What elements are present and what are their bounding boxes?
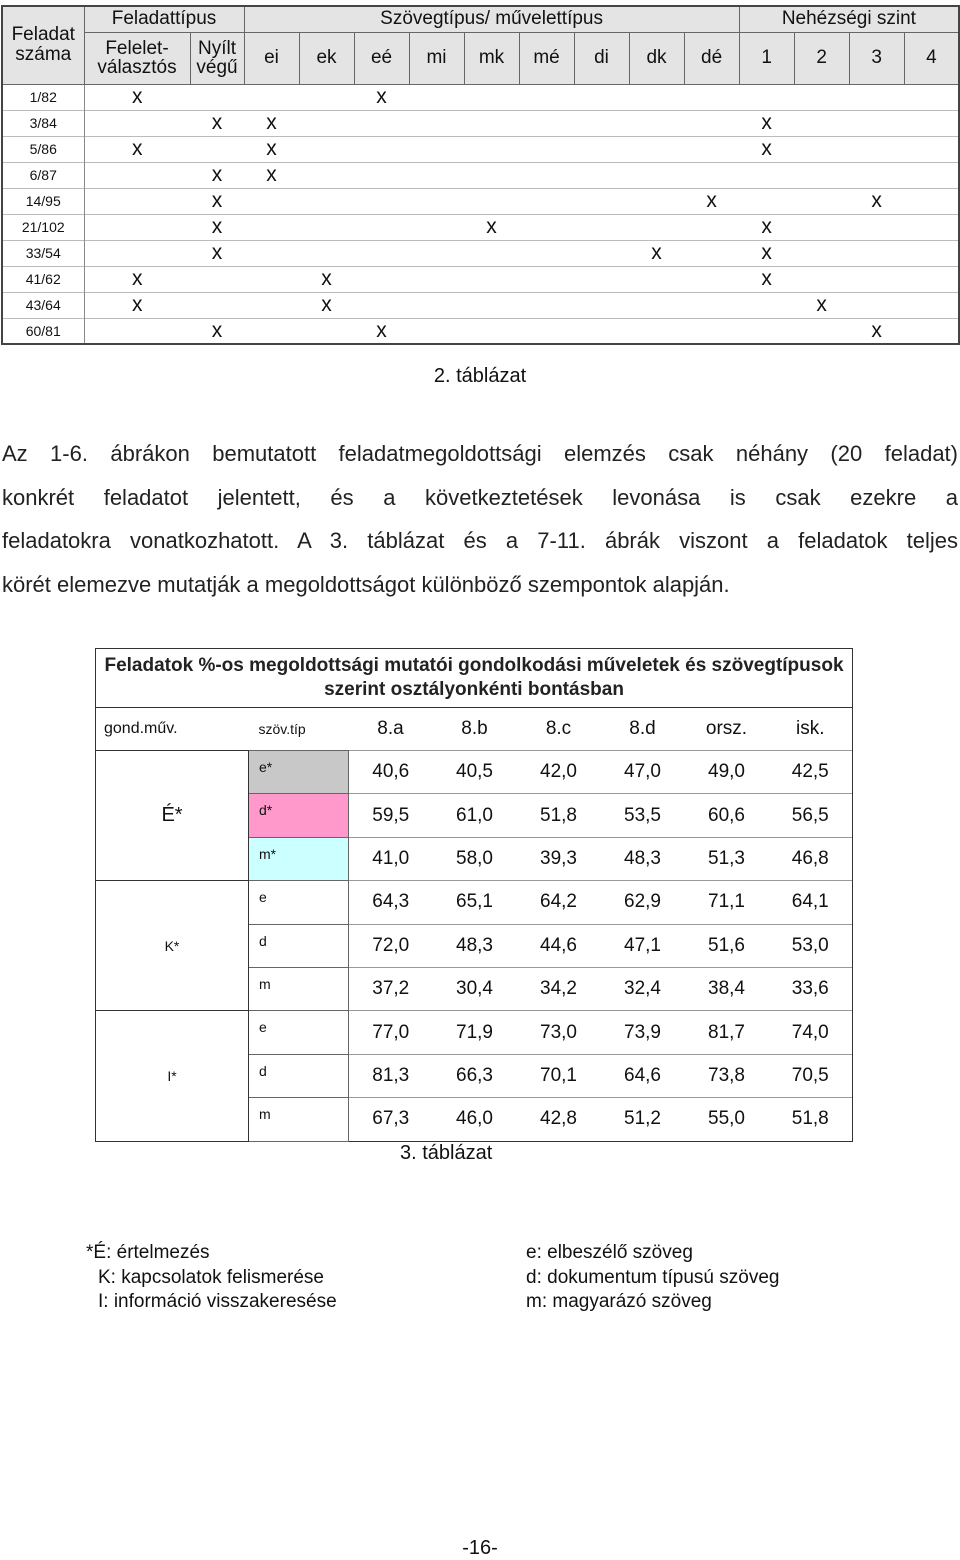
mark-cell: [299, 84, 354, 110]
mark-cell: [684, 266, 739, 292]
value-cell: 77,0: [349, 1011, 433, 1054]
value-cell: 40,6: [349, 751, 433, 794]
table-row: [2, 110, 959, 136]
header-sub: dk: [629, 32, 684, 84]
header-sub: eé: [354, 32, 409, 84]
mark-cell: [354, 266, 409, 292]
mark-cell: [739, 188, 794, 214]
header-szovegtipus: Szövegtípus/ művelettípus: [244, 6, 739, 32]
mark-cell: [904, 240, 959, 266]
mark-cell: [464, 162, 519, 188]
mark-cell: [299, 136, 354, 162]
table-row: [96, 751, 853, 794]
mark-cell: [794, 110, 849, 136]
value-cell: 33,6: [769, 967, 853, 1010]
value-cell: 32,4: [601, 967, 685, 1010]
mark-cell: [409, 110, 464, 136]
legend-text-types: [526, 1241, 779, 1315]
mark-cell: [190, 84, 244, 110]
value-cell: 51,6: [685, 924, 769, 967]
mark-cell: [244, 292, 299, 318]
value-cell: 70,5: [769, 1054, 853, 1097]
mark-cell: [409, 136, 464, 162]
value-cell: 70,1: [517, 1054, 601, 1097]
paragraph-line: Az 1-6. ábrákon bemutatott feladatmegoldottsági elemzés csak néhány (20 feladat): [2, 441, 958, 466]
mark-cell: [794, 188, 849, 214]
task-table-body: [2, 84, 959, 344]
table-row: [2, 292, 959, 318]
value-cell: 64,1: [769, 881, 853, 924]
mark-cell: [464, 110, 519, 136]
mark-cell: [574, 162, 629, 188]
legend-item: K: kapcsolatok felismerése: [98, 1266, 324, 1288]
mark-cell: x: [684, 188, 739, 214]
value-cell: 73,0: [517, 1011, 601, 1054]
mark-cell: [574, 318, 629, 344]
mark-cell: [904, 188, 959, 214]
task-classification-table: [1, 5, 960, 345]
mark-cell: x: [629, 240, 684, 266]
mark-cell: [354, 240, 409, 266]
mark-cell: [849, 266, 904, 292]
mark-cell: [464, 136, 519, 162]
header-nyilt-vegu: Nyílt végű: [190, 32, 244, 84]
header-sub: mi: [409, 32, 464, 84]
value-cell: 56,5: [769, 794, 853, 837]
mark-cell: [849, 240, 904, 266]
mark-cell: [629, 214, 684, 240]
header-feladattipus: Feladattípus: [84, 6, 244, 32]
mark-cell: [354, 292, 409, 318]
mark-cell: [849, 292, 904, 318]
mark-cell: [904, 84, 959, 110]
mark-cell: [244, 214, 299, 240]
mark-cell: x: [244, 110, 299, 136]
header-sub: di: [574, 32, 629, 84]
task-number: 21/102: [2, 214, 84, 240]
mark-cell: [84, 162, 190, 188]
value-cell: 51,8: [769, 1098, 853, 1141]
text-type-label: e: [249, 881, 349, 924]
table-row: [2, 136, 959, 162]
mark-cell: x: [190, 318, 244, 344]
header-gond-muv: gond.műv.: [96, 708, 249, 751]
mark-cell: [299, 110, 354, 136]
mark-cell: [684, 110, 739, 136]
value-cell: 53,5: [601, 794, 685, 837]
text-type-label: e: [249, 1011, 349, 1054]
mark-cell: [849, 84, 904, 110]
legend-item: *É: értelmezés: [86, 1242, 210, 1263]
mark-cell: x: [739, 214, 794, 240]
task-number: 41/62: [2, 266, 84, 292]
header-class: 8.c: [545, 718, 572, 739]
table-row: [2, 240, 959, 266]
mark-cell: [684, 292, 739, 318]
text-type-label: d*: [249, 794, 349, 837]
legend-item: d: dokumentum típusú szöveg: [526, 1266, 780, 1288]
value-cell: 81,3: [349, 1054, 433, 1097]
mark-cell: [794, 240, 849, 266]
value-cell: 37,2: [349, 967, 433, 1010]
text-type-label: m: [249, 967, 349, 1010]
table-row: [2, 318, 959, 344]
mark-cell: [244, 188, 299, 214]
mark-cell: [794, 214, 849, 240]
mark-cell: [684, 214, 739, 240]
mark-cell: [684, 84, 739, 110]
value-cell: 81,7: [685, 1011, 769, 1054]
mark-cell: [904, 162, 959, 188]
mark-cell: x: [739, 240, 794, 266]
mark-cell: [299, 188, 354, 214]
table-caption-2: 2. táblázat: [433, 365, 527, 387]
mark-cell: [574, 110, 629, 136]
mark-cell: [190, 266, 244, 292]
mark-cell: [904, 266, 959, 292]
value-cell: 67,3: [349, 1098, 433, 1141]
mark-cell: [629, 292, 684, 318]
mark-cell: [739, 162, 794, 188]
mark-cell: [464, 292, 519, 318]
mark-cell: [794, 162, 849, 188]
mark-cell: [739, 318, 794, 344]
value-cell: 47,0: [601, 751, 685, 794]
header-sub: ei: [244, 32, 299, 84]
text-type-label: d: [249, 1054, 349, 1097]
mark-cell: [519, 214, 574, 240]
task-number: 43/64: [2, 292, 84, 318]
mark-cell: [84, 214, 190, 240]
mark-cell: [849, 136, 904, 162]
task-number: 60/81: [2, 318, 84, 344]
mark-cell: x: [244, 162, 299, 188]
mark-cell: [354, 110, 409, 136]
value-cell: 62,9: [601, 881, 685, 924]
mark-cell: [519, 240, 574, 266]
mark-cell: [299, 162, 354, 188]
table-row: [2, 84, 959, 110]
value-cell: 46,8: [769, 837, 853, 880]
mark-cell: [244, 240, 299, 266]
mark-cell: [904, 136, 959, 162]
mark-cell: [409, 292, 464, 318]
mark-cell: [354, 136, 409, 162]
value-cell: 64,3: [349, 881, 433, 924]
value-cell: 51,3: [685, 837, 769, 880]
value-cell: 48,3: [433, 924, 517, 967]
mark-cell: [464, 318, 519, 344]
mark-cell: [464, 84, 519, 110]
header-class: orsz.: [705, 718, 748, 739]
mark-cell: [190, 292, 244, 318]
task-number: 14/95: [2, 188, 84, 214]
header-class: 8.b: [461, 718, 488, 739]
header-class: 8.d: [629, 718, 656, 739]
paragraph-line: konkrét feladatot jelentett, és a következtetések levonása is csak ezekre a: [2, 484, 958, 510]
table-3-title: Feladatok %-os megoldottsági mutatói gondolkodási műveletek és szövegtípusok szerint osztályonkénti bontásban: [96, 649, 853, 708]
value-cell: 59,5: [349, 794, 433, 837]
text-type-label: m: [249, 1098, 349, 1141]
value-cell: 64,2: [517, 881, 601, 924]
value-cell: 42,5: [769, 751, 853, 794]
mark-cell: [794, 84, 849, 110]
mark-cell: [409, 188, 464, 214]
task-number: 5/86: [2, 136, 84, 162]
mark-cell: [84, 318, 190, 344]
header-sub: mk: [464, 32, 519, 84]
paragraph-line: körét elemezve mutatják a megoldottságot különböző szempontok alapján.: [2, 571, 730, 597]
mark-cell: [794, 318, 849, 344]
mark-cell: [519, 318, 574, 344]
value-cell: 64,6: [601, 1054, 685, 1097]
mark-cell: [629, 266, 684, 292]
mark-cell: [629, 84, 684, 110]
value-cell: 73,9: [601, 1011, 685, 1054]
value-cell: 73,8: [685, 1054, 769, 1097]
header-feladat-szama: Feladat száma: [2, 6, 84, 84]
header-class: isk.: [769, 708, 853, 751]
text-type-label: d: [249, 924, 349, 967]
mark-cell: x: [794, 292, 849, 318]
mark-cell: x: [354, 318, 409, 344]
mark-cell: x: [739, 266, 794, 292]
mark-cell: [409, 162, 464, 188]
text-type-label: m*: [249, 837, 349, 880]
mark-cell: [904, 318, 959, 344]
mark-cell: [629, 110, 684, 136]
mark-cell: [409, 318, 464, 344]
mark-cell: [519, 162, 574, 188]
mark-cell: [84, 110, 190, 136]
mark-cell: [904, 110, 959, 136]
mark-cell: [519, 188, 574, 214]
mark-cell: [629, 136, 684, 162]
value-cell: 55,0: [685, 1098, 769, 1141]
paragraph-line: feladatokra vonatkozhatott. A 3. táblázat és a 7-11. ábrák viszont a feladatok teljes: [2, 528, 958, 553]
mark-cell: x: [84, 266, 190, 292]
header-sub: 1: [739, 32, 794, 84]
mark-cell: [409, 84, 464, 110]
value-cell: 71,1: [685, 881, 769, 924]
mark-cell: [464, 266, 519, 292]
mark-cell: [299, 318, 354, 344]
mark-cell: [299, 240, 354, 266]
mark-cell: x: [849, 318, 904, 344]
task-number: 6/87: [2, 162, 84, 188]
mark-cell: [684, 136, 739, 162]
mark-cell: [244, 84, 299, 110]
value-cell: 38,4: [685, 967, 769, 1010]
table-row: [2, 214, 959, 240]
table-caption-3: 3. táblázat: [400, 1142, 493, 1164]
solution-rate-table: [95, 648, 853, 1142]
mark-cell: [464, 188, 519, 214]
mark-cell: [299, 214, 354, 240]
mark-cell: [629, 162, 684, 188]
mark-cell: x: [299, 292, 354, 318]
legend-item: I: információ visszakeresése: [98, 1291, 337, 1312]
mark-cell: [849, 162, 904, 188]
mark-cell: x: [299, 266, 354, 292]
value-cell: 66,3: [433, 1054, 517, 1097]
header-sub: mé: [519, 32, 574, 84]
header-class: 8.a: [377, 718, 404, 739]
task-number: 3/84: [2, 110, 84, 136]
value-cell: 53,0: [769, 924, 853, 967]
header-sub: ek: [299, 32, 354, 84]
mark-cell: [409, 240, 464, 266]
mark-cell: [684, 318, 739, 344]
mark-cell: [84, 188, 190, 214]
operation-group-label: É*: [96, 751, 249, 881]
mark-cell: [574, 292, 629, 318]
value-cell: 39,3: [517, 837, 601, 880]
table-row: [2, 188, 959, 214]
mark-cell: x: [354, 84, 409, 110]
mark-cell: x: [190, 214, 244, 240]
mark-cell: [519, 266, 574, 292]
mark-cell: [849, 214, 904, 240]
mark-cell: x: [849, 188, 904, 214]
legend-operations: [86, 1241, 337, 1315]
mark-cell: [574, 266, 629, 292]
value-cell: 48,3: [601, 837, 685, 880]
legend-item: m: magyarázó szöveg: [526, 1291, 712, 1312]
mark-cell: x: [84, 136, 190, 162]
mark-cell: [574, 84, 629, 110]
mark-cell: x: [190, 188, 244, 214]
task-number: 1/82: [2, 84, 84, 110]
value-cell: 74,0: [769, 1011, 853, 1054]
mark-cell: [574, 214, 629, 240]
value-cell: 42,8: [517, 1098, 601, 1141]
value-cell: 47,1: [601, 924, 685, 967]
mark-cell: x: [190, 110, 244, 136]
mark-cell: [574, 188, 629, 214]
mark-cell: [629, 188, 684, 214]
value-cell: 65,1: [433, 881, 517, 924]
value-cell: 51,8: [517, 794, 601, 837]
value-cell: 58,0: [433, 837, 517, 880]
legend-item: e: elbeszélő szöveg: [526, 1242, 693, 1263]
value-cell: 72,0: [349, 924, 433, 967]
mark-cell: x: [739, 136, 794, 162]
mark-cell: [519, 84, 574, 110]
mark-cell: x: [190, 240, 244, 266]
value-cell: 60,6: [685, 794, 769, 837]
value-cell: 42,0: [517, 751, 601, 794]
mark-cell: [409, 214, 464, 240]
table-row: [96, 881, 853, 924]
mark-cell: x: [739, 110, 794, 136]
value-cell: 71,9: [433, 1011, 517, 1054]
mark-cell: [574, 240, 629, 266]
mark-cell: [354, 214, 409, 240]
mark-cell: [519, 110, 574, 136]
mark-cell: [244, 318, 299, 344]
mark-cell: [574, 136, 629, 162]
mark-cell: x: [244, 136, 299, 162]
mark-cell: x: [464, 214, 519, 240]
mark-cell: [354, 188, 409, 214]
header-sub: 2: [794, 32, 849, 84]
mark-cell: [849, 110, 904, 136]
header-feleletvalasztos: Felelet-választós: [84, 32, 190, 84]
value-cell: 40,5: [433, 751, 517, 794]
value-cell: 49,0: [685, 751, 769, 794]
table-row: [2, 266, 959, 292]
mark-cell: x: [190, 162, 244, 188]
mark-cell: [739, 84, 794, 110]
mark-cell: [244, 266, 299, 292]
value-cell: 46,0: [433, 1098, 517, 1141]
header-nehezsegi-szint: Nehézségi szint: [739, 6, 959, 32]
mark-cell: [904, 214, 959, 240]
mark-cell: [629, 318, 684, 344]
header-sub: 3: [849, 32, 904, 84]
value-cell: 30,4: [433, 967, 517, 1010]
header-sub: dé: [684, 32, 739, 84]
mark-cell: [464, 240, 519, 266]
mark-cell: [794, 136, 849, 162]
value-cell: 44,6: [517, 924, 601, 967]
mark-cell: [190, 136, 244, 162]
operation-group-label: I*: [96, 1011, 249, 1141]
mark-cell: [519, 136, 574, 162]
mark-cell: x: [84, 84, 190, 110]
mark-cell: [904, 292, 959, 318]
value-cell: 61,0: [433, 794, 517, 837]
operation-group-label: K*: [96, 881, 249, 1011]
mark-cell: [794, 266, 849, 292]
value-cell: 51,2: [601, 1098, 685, 1141]
mark-cell: [684, 162, 739, 188]
task-number: 33/54: [2, 240, 84, 266]
header-sub: 4: [904, 32, 959, 84]
page-number: -16-: [462, 1537, 498, 1559]
mark-cell: x: [84, 292, 190, 318]
text-type-label: e*: [249, 751, 349, 794]
header-szov-tip: szöv.típ: [258, 721, 306, 737]
table-row: [96, 1011, 853, 1054]
mark-cell: [409, 266, 464, 292]
value-cell: 34,2: [517, 967, 601, 1010]
mark-cell: [519, 292, 574, 318]
table-row: [2, 162, 959, 188]
body-paragraph: [2, 432, 958, 606]
mark-cell: [739, 292, 794, 318]
value-cell: 41,0: [349, 837, 433, 880]
mark-cell: [84, 240, 190, 266]
mark-cell: [684, 240, 739, 266]
mark-cell: [354, 162, 409, 188]
